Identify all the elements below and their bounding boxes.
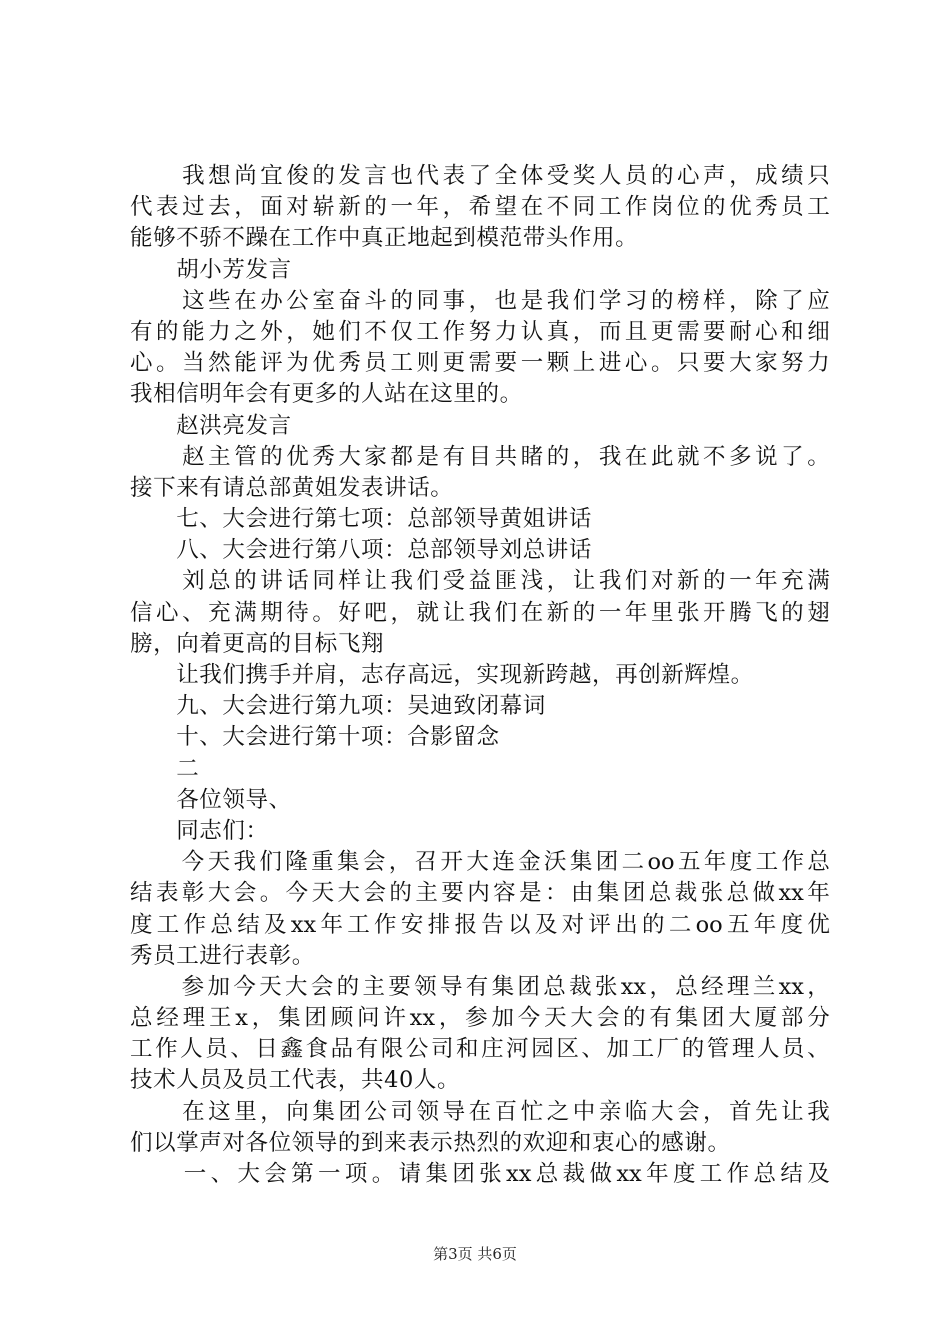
text-line: 这 些 在 办 公 室 奋 斗 的 同 事 ， 也 是 我 们 学 习 的 榜 样 ， 除 了 应 — [182, 287, 830, 314]
text-line: 秀员工进行表彰。 — [130, 942, 315, 969]
section-number: 二 — [130, 755, 200, 782]
text-line: 工 作 人 员 、 日 鑫 食 品 有 限 公 司 和 庄 河 园 区 、 加 工 厂 的 管 理 人 员 、 — [130, 1036, 830, 1063]
speaker-heading: 赵洪亮发言 — [130, 412, 292, 439]
text-line: 有 的 能 力 之 外 ， 她 们 不 仅 工 作 努 力 认 真 ， 而 且 更 需 要 耐 心 和 细 — [130, 318, 830, 345]
text-line: 们以掌声对各位领导的到来表示热烈的欢迎和衷心的感谢。 — [130, 1129, 731, 1156]
text-line: 信 心 、 充 满 期 待 。 好 吧 ， 就 让 我 们 在 新 的 一 年 里 张 开 腾 飞 的 翅 — [130, 599, 830, 626]
text-line: 技术人员及员工代表，共40人。 — [130, 1067, 461, 1094]
agenda-item: 七、大会进行第七项：总部领导黄姐讲话 — [130, 506, 593, 533]
text-line: 心 。 当 然 能 评 为 优 秀 员 工 则 更 需 要 一 颗 上 进 心 。 只 要 大 家 努 力 — [130, 350, 830, 377]
agenda-item: 十、大会进行第十项：合影留念 — [130, 724, 500, 751]
text-line: 结 表 彰 大 会 。 今 天 大 会 的 主 要 内 容 是 ： 由 集 团 总 裁 张 总 做 xx 年 — [130, 880, 830, 907]
salutation: 同志们： — [130, 817, 269, 844]
text-line: 在 这 里 ， 向 集 团 公 司 领 导 在 百 忙 之 中 亲 临 大 会 ， 首 先 让 我 — [182, 1098, 830, 1125]
text-line: 接下来有请总部黄姐发表讲话。 — [130, 474, 454, 501]
document-body — [130, 161, 830, 1190]
text-line: 度 工 作 总 结 及 xx 年 工 作 安 排 报 告 以 及 对 评 出 的 二 oo 五 年 度 优 — [130, 911, 830, 938]
text-line: 赵 主 管 的 优 秀 大 家 都 是 有 目 共 睹 的 ， 我 在 此 就 不 多 说 了 。 — [182, 443, 830, 470]
agenda-item: 九、大会进行第九项：吴迪致闭幕词 — [130, 693, 546, 720]
page-number-footer: 第3页 共6页 — [433, 1245, 517, 1263]
text-line: 让我们携手并肩，志存高远，实现新跨越，再创新辉煌。 — [130, 662, 754, 688]
text-line: 刘 总 的 讲 话 同 样 让 我 们 受 益 匪 浅 ， 让 我 们 对 新 的 一 年 充 满 — [182, 568, 830, 595]
text-line: 膀，向着更高的目标飞翔 — [130, 630, 385, 657]
text-line: 一 、 大 会 第 一 项 。 请 集 团 张 xx 总 裁 做 xx 年 度 工 作 总 结 及 — [183, 1161, 830, 1187]
salutation: 各位领导、 — [130, 786, 292, 813]
text-line: 参 加 今 天 大 会 的 主 要 领 导 有 集 团 总 裁 张 xx ， 总 经 理 兰 xx ， — [181, 973, 830, 1000]
text-line: 代 表 过 去 ， 面 对 崭 新 的 一 年 ， 希 望 在 不 同 工 作 岗 位 的 优 秀 员 工 — [130, 194, 830, 221]
text-line: 能够不骄不躁在工作中真正地起到模范带头作用。 — [130, 225, 639, 252]
text-line: 我相信明年会有更多的人站在这里的。 — [130, 381, 523, 408]
text-line: 总 经 理 王 x ， 集 团 顾 问 许 xx ， 参 加 今 天 大 会 的 有 集 团 大 厦 部 分 — [130, 1005, 830, 1032]
agenda-item: 八、大会进行第八项：总部领导刘总讲话 — [130, 537, 593, 564]
speaker-heading: 胡小芳发言 — [130, 256, 292, 283]
text-line: 我 想 尚 宜 俊 的 发 言 也 代 表 了 全 体 受 奖 人 员 的 心 声 ， 成 绩 只 — [182, 163, 830, 189]
text-line: 今 天 我 们 隆 重 集 会 ， 召 开 大 连 金 沃 集 团 二 oo 五 年 度 工 作 总 — [181, 849, 830, 876]
